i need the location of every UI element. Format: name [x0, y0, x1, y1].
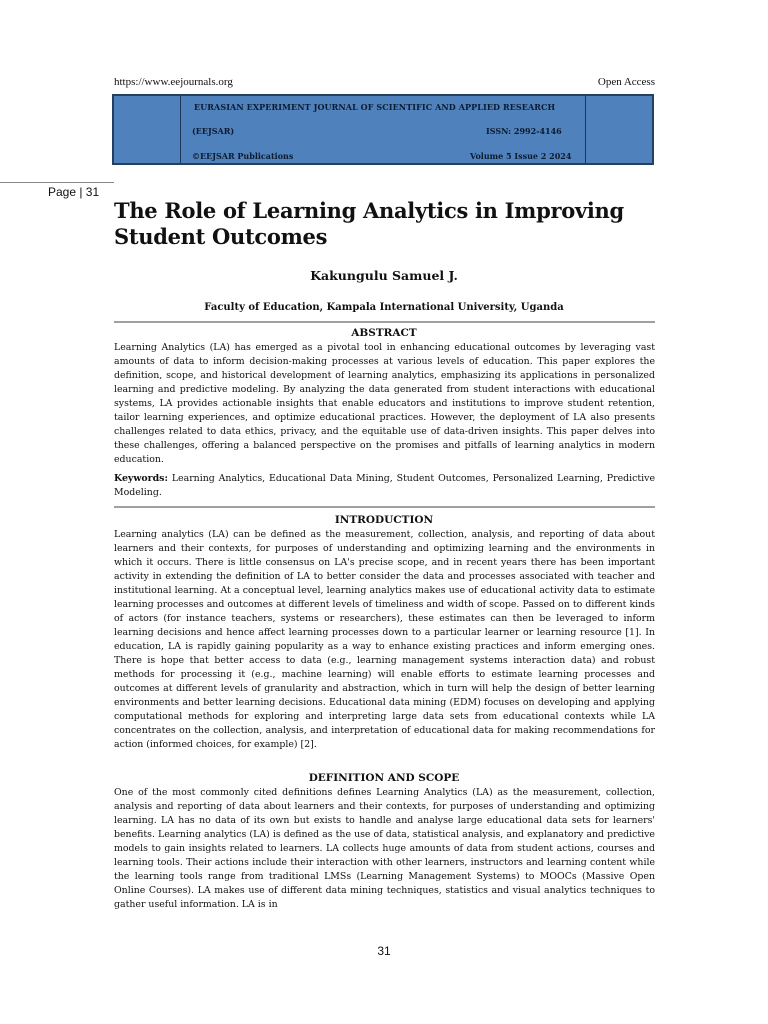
keywords-list: Learning Analytics, Educational Data Mining, Student Outcomes, Personalized Learning, Predictive Modeling. [114, 473, 655, 498]
abstract-bottom-divider [114, 506, 655, 508]
journal-publisher: ©EEJSAR Publications [192, 151, 294, 161]
journal-url[interactable]: https://www.eejournals.org [114, 76, 233, 88]
banner-divider-left [180, 96, 181, 163]
definition-text: One of the most commonly cited definitions defines Learning Analytics (LA) as the measurement, collection, analysis and reporting of data about learners and their contexts, for purposes of understanding and optimizing learning. LA has no data of its own but exists to handle and analyse large educational data sets for learners' benefits. Learning analytics (LA) is defined as the use of data, statistical analysis, and explanatory and predictive models to gain insights related to learners. LA collects huge amounts of data from student actions, courses and learning tools. Their actions include their interaction with other learners, instructors and learning content while the learning tools range from traditional LMSs (Learning Management Systems) to MOOCs (Massive Open Online Courses). LA makes use of different data mining techniques, statistics and visual analytics techniques to gather useful information. LA is in [114, 787, 655, 910]
introduction-heading: INTRODUCTION [334, 514, 434, 526]
journal-issn: ISSN: 2992-4146 [486, 126, 562, 136]
page-label: Page | 31 [48, 185, 100, 199]
journal-name: EURASIAN EXPERIMENT JOURNAL OF SCIENTIFIC AND APPLIED RESEARCH [194, 102, 556, 112]
banner-divider-right [585, 96, 586, 163]
abstract-text: Learning Analytics (LA) has emerged as a pivotal tool in enhancing educational outcomes by leveraging vast amounts of data to inform decision-making processes at various levels of education. This paper explores the definition, scope, and historical development of learning analytics, emphasizing its applications in personalized learning and predictive modeling. By analyzing the data generated from student interactions with educational systems, LA provides actionable insights that enable educators and institutions to improve student retention, tailor learning experiences, and optimize educational practices. However, the deployment of LA also presents challenges related to data ethics, privacy, and the equitable use of data-driven insights. This paper delves into these challenges, offering a balanced perspective on the promises and pitfalls of learning analytics in modern education. [114, 342, 655, 465]
abstract-top-divider [114, 321, 655, 323]
page-number: 31 [377, 944, 391, 958]
author-name: Kakungulu Samuel J. [310, 268, 458, 283]
paper-title: The Role of Learning Analytics in Improving Student Outcomes [114, 198, 624, 249]
keywords [114, 472, 655, 500]
definition-heading: DEFINITION AND SCOPE [308, 772, 460, 784]
journal-abbreviation: (EEJSAR) [192, 126, 235, 136]
keywords-label: Keywords: [114, 473, 168, 484]
author-affiliation: Faculty of Education, Kampala International University, Uganda [204, 302, 564, 313]
page-marker-rule [0, 182, 114, 183]
journal-volume: Volume 5 Issue 2 2024 [470, 151, 572, 161]
abstract-heading: ABSTRACT [351, 327, 417, 339]
journal-banner [112, 94, 654, 165]
introduction-text: Learning analytics (LA) can be defined as the measurement, collection, analysis, and reporting of data about learners and their contexts, for purposes of understanding and optimizing learning and the environments in which it occurs. There is little consensus on LA's precise scope, and in recent years there has been important activity in extending the definition of LA to better consider the data and processes associated with teacher and institutional learning. At a conceptual level, learning analytics makes use of educational activity data to estimate learning processes and outcomes at different levels of timeliness and width of scope. Passed on to different kinds of actors (for instance teachers, systems or researchers), these estimates can then be leveraged to inform learning decisions and hence affect learning processes down to a particular learner or learning resource [1]. In education, LA is rapidly gaining popularity as a way to enhance existing practices and inform emerging ones. There is hope that better access to data (e.g., learning management systems interaction data) and robust methods for processing it (e.g., machine learning) will enable efforts to estimate learning processes and outcomes at different levels of granularity and abstraction, which in turn will help the design of better learning environments and better learning decisions. Educational data mining (EDM) focuses on developing and applying computational methods for exploring and interpreting large data sets from educational contexts while LA concentrates on the collection, analysis, and interpretation of educational data for making recommendations for action (informed choices, for example) [2]. [114, 529, 655, 750]
open-access-label: Open Access [597, 76, 655, 88]
